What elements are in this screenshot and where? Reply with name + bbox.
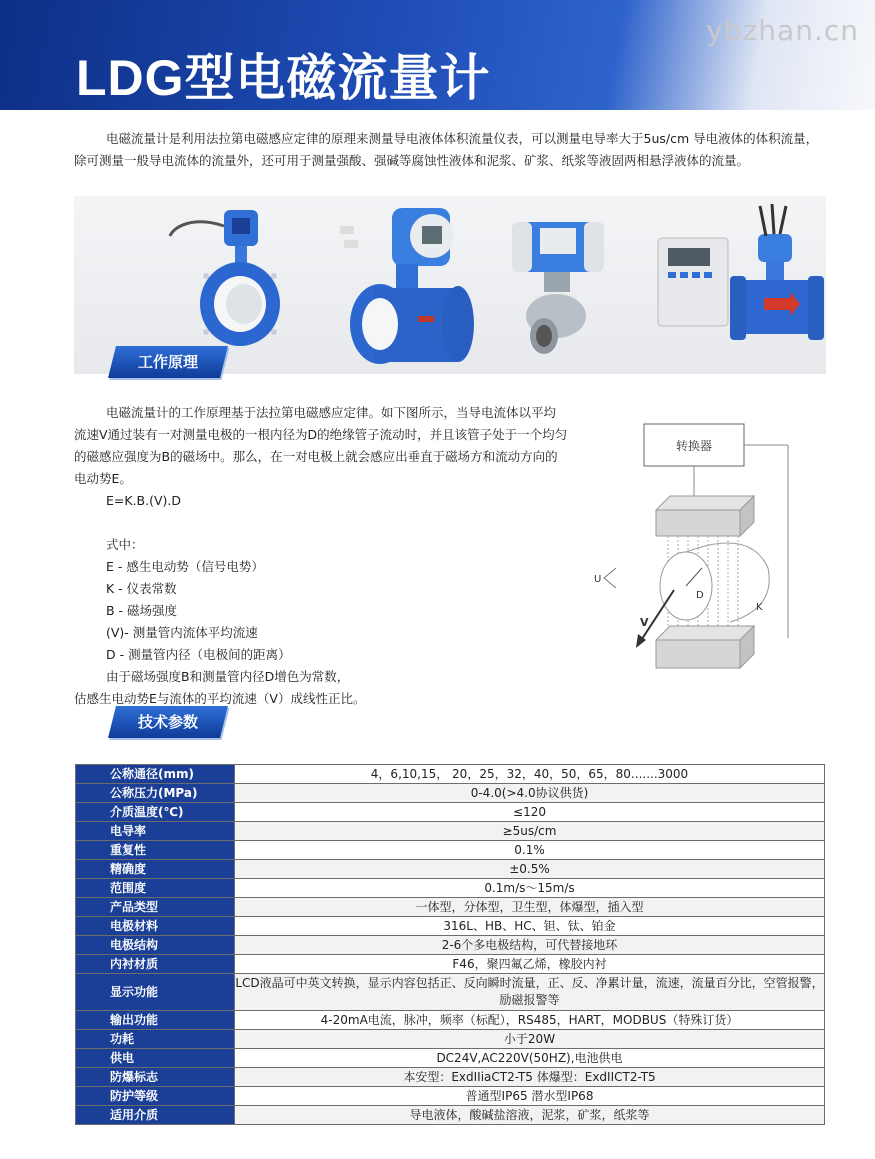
spec-row [76,1087,825,1106]
spec-value: DC24V,AC220V(50HZ),电池供电 [235,1049,825,1068]
spec-row [76,784,825,803]
intro-paragraph: 电磁流量计是利用法拉第电磁感应定律的原理来测量导电液体体积流量仪表，可以测量电导率大于5us/cm 导电液体的体积流量，除可测量一般导电流体的流量外，还可用于测量强酸、强碱等腐蚀性液体和泥浆、矿浆、纸浆等液固两相悬浮液体的流量。 [74,131,819,168]
spec-row [76,841,825,860]
spec-row [76,974,825,1011]
spec-value: ±0.5% [235,860,825,879]
principle-block [74,402,568,710]
spec-key: 显示功能 [76,974,235,1011]
electromagnetic-diagram [590,418,820,688]
product-image-4 [658,204,824,340]
formula: E=K.B.(V).D [106,493,181,508]
section-tag-principle [112,346,224,378]
spec-key: 介质温度(℃) [76,803,235,822]
spec-row [76,1049,825,1068]
spec-value: 0-4.0(>4.0协议供货) [235,784,825,803]
spec-row [76,860,825,879]
page-title: LDG型电磁流量计 [76,50,491,106]
product-image-3 [512,222,604,354]
spec-row [76,898,825,917]
spec-table [75,764,825,1125]
spec-row [76,1030,825,1049]
spec-value: 2-6个多电极结构，可代替接地环 [235,936,825,955]
spec-key: 范围度 [76,879,235,898]
spec-value: 本安型：ExdIIiaCT2-T5 体爆型：ExdIICT2-T5 [235,1068,825,1087]
spec-value: 316L、HB、HC、钽、钛、铂金 [235,917,825,936]
spec-row [76,1106,825,1125]
label-v: V [640,616,649,629]
spec-key: 功耗 [76,1030,235,1049]
spec-row [76,1011,825,1030]
spec-key: 电极结构 [76,936,235,955]
label-d: D [696,590,704,601]
spec-row [76,917,825,936]
spec-value: ≤120 [235,803,825,822]
def-e: E - 感生电动势（信号电势） [106,559,264,574]
spec-key: 输出功能 [76,1011,235,1030]
spec-row [76,879,825,898]
spec-key: 防爆标志 [76,1068,235,1087]
def-d: D - 测量管内径（电极间的距离） [106,647,291,662]
spec-row [76,936,825,955]
spec-key: 电极材料 [76,917,235,936]
where-label: 式中： [106,537,144,552]
principle-diagram [590,418,820,688]
principle-paragraph: 电磁流量计的工作原理基于法拉第电磁感应定律。如下图所示，当导电流体以平均流速V通过装有一对测量电极的一根内径为D的绝缘管子流动时，并且该管子处于一个均匀的磁感应强度为B的磁场中。那么，在一对电极上就会感应出垂直于磁场方和流动方向的电动势E。 [74,405,568,486]
spec-value: 普通型IP65 潜水型IP68 [235,1087,825,1106]
def-k: K - 仪表常数 [106,581,177,596]
converter-label: 转换器 [675,439,713,453]
spec-row [76,1068,825,1087]
spec-key: 公称压力(MPa) [76,784,235,803]
section-tag-params [112,706,224,738]
spec-key: 适用介质 [76,1106,235,1125]
spec-value: 导电液体，酸碱盐溶液，泥浆，矿浆，纸浆等 [235,1106,825,1125]
spec-key: 公称通径(mm) [76,765,235,784]
spec-value: 小于20W [235,1030,825,1049]
spec-value: 一体型，分体型，卫生型，体爆型，插入型 [235,898,825,917]
conclusion-2: 估感生电动势E与流体的平均流速（V）成线性正比。 [74,691,366,706]
label-u: U [594,574,602,585]
spec-key: 产品类型 [76,898,235,917]
spec-value: ≥5us/cm [235,822,825,841]
spec-value: LCD液晶可中英文转换，显示内容包括正、反向瞬时流量，正、反、净累计量，流速，流量百分比，空管报警，励磁报警等 [235,974,825,1011]
section-title-principle: 工作原理 [137,353,198,371]
def-v: (V)- 测量管内流体平均流速 [106,625,258,640]
label-k: K [756,602,763,613]
spec-key: 精确度 [76,860,235,879]
section-title-params: 技术参数 [137,713,198,731]
product-image-2 [340,208,474,364]
spec-value: 0.1m/s～15m/s [235,879,825,898]
spec-row [76,803,825,822]
spec-key: 重复性 [76,841,235,860]
spec-value: 4，6,10,15， 20，25，32，40，50，65，80.......3000 [235,765,825,784]
spec-key: 电导率 [76,822,235,841]
conclusion-1: 由于磁场强度B和测量管内径D增色为常数， [106,669,350,684]
watermark: ybzhan.cn [706,14,859,47]
spec-value: 4-20mA电流，脉冲，频率（标配），RS485，HART，MODBUS（特殊订货） [235,1011,825,1030]
spec-key: 防护等级 [76,1087,235,1106]
spec-value: F46，聚四氟乙烯，橡胶内衬 [235,955,825,974]
def-b: B - 磁场强度 [106,603,178,618]
spec-row [76,765,825,784]
spec-row [76,822,825,841]
spec-value: 0.1% [235,841,825,860]
spec-key: 供电 [76,1049,235,1068]
spec-row [76,955,825,974]
spec-key: 内衬材质 [76,955,235,974]
product-image-1 [170,210,280,346]
